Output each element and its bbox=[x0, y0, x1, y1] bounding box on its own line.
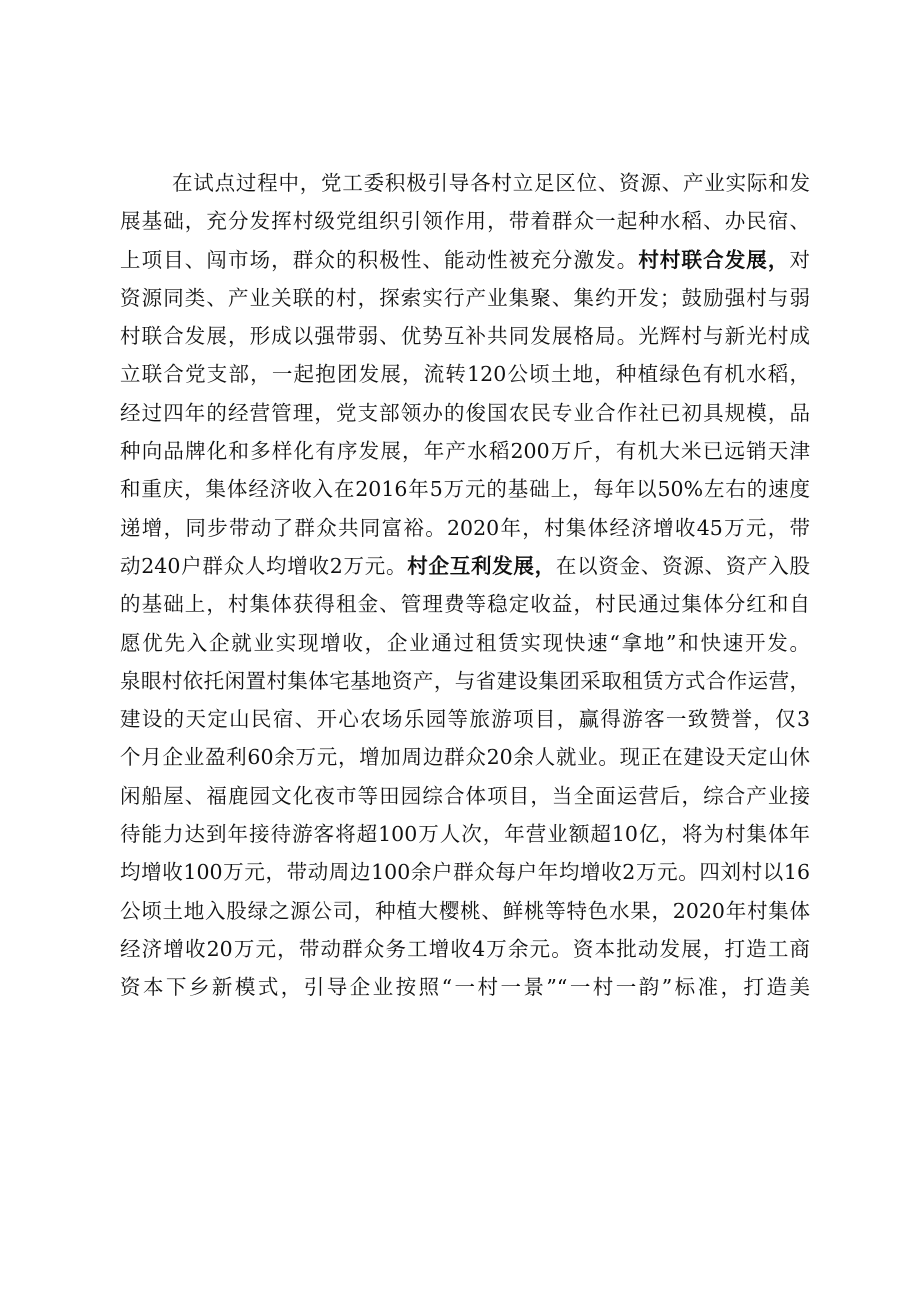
paragraph-line bbox=[120, 547, 810, 585]
line-text: 在以资金、资源、资产入股 bbox=[555, 553, 811, 578]
paragraph-line: 泉眼村依托闲置村集体宅基地资产，与省建设集团采取租赁方式合作运营， bbox=[120, 668, 810, 693]
paragraph-line: 经济增收20万元，带动群众务工增收4万余元。资本批动发展，打造工商 bbox=[120, 936, 810, 961]
paragraph-line: 资本下乡新模式，引导企业按照“一村一景”“一村一韵”标准，打造美 bbox=[120, 975, 810, 1000]
bold-heading-village-enterprise: 村企互利发展， bbox=[407, 553, 556, 578]
line-text: 对 bbox=[789, 247, 811, 272]
paragraph-line: 的基础上，村集体获得租金、管理费等稳定收益，村民通过集体分红和自 bbox=[120, 592, 810, 617]
paragraph-line: 待能力达到年接待游客将超100万人次，年营业额超10亿，将为村集体年 bbox=[120, 822, 810, 847]
paragraph-line: 递增，同步带动了群众共同富裕。2020年，村集体经济增收45万元，带 bbox=[120, 515, 810, 540]
paragraph-line: 和重庆，集体经济收入在2016年5万元的基础上，每年以50%左右的速度 bbox=[120, 477, 810, 502]
paragraph-line: 公顷土地入股绿之源公司，种植大樱桃、鲜桃等特色水果，2020年村集体 bbox=[120, 898, 810, 923]
paragraph-line: 立联合党支部，一起抱团发展，流转120公顷土地，种植绿色有机水稻， bbox=[120, 362, 810, 387]
paragraph-line: 均增收100万元，带动周边100余户群众每户年均增收2万元。四刘村以16 bbox=[120, 860, 810, 885]
paragraph-line: 经过四年的经营管理，党支部领办的俊国农民专业合作社已初具规模，品 bbox=[120, 400, 810, 425]
paragraph-line: 资源同类、产业关联的村，探索实行产业集聚、集约开发；鼓励强村与弱 bbox=[120, 285, 810, 310]
paragraph-line: 闲船屋、福鹿园文化夜市等田园综合体项目，当全面运营后，综合产业接 bbox=[120, 783, 810, 808]
paragraph-line: 展基础，充分发挥村级党组织引领作用，带着群众一起种水稻、办民宿、 bbox=[120, 209, 810, 234]
bold-heading-village-cooperation: 村村联合发展， bbox=[638, 247, 790, 272]
paragraph-line: 建设的天定山民宿、开心农场乐园等旅游项目，赢得游客一致赞誉，仅3 bbox=[120, 707, 810, 732]
paragraph-line: 愿优先入企就业实现增收，企业通过租赁实现快速“拿地”和快速开发。 bbox=[120, 630, 810, 655]
paragraph-line bbox=[120, 241, 810, 279]
paragraph-line: 村联合发展，形成以强带弱、优势互补共同发展格局。光辉村与新光村成 bbox=[120, 324, 810, 349]
paragraph-line: 种向品牌化和多样化有序发展，年产水稻200万斤，有机大米已远销天津 bbox=[120, 439, 810, 464]
body-paragraph bbox=[120, 164, 810, 1007]
paragraph-line: 个月企业盈利60余万元，增加周边群众20余人就业。现正在建设天定山休 bbox=[120, 745, 810, 770]
line-text: 上项目、闯市场，群众的积极性、能动性被充分激发。 bbox=[120, 247, 639, 272]
line-text: 动240户群众人均增收2万元。 bbox=[120, 553, 408, 578]
paragraph-line: 在试点过程中，党工委积极引导各村立足区位、资源、产业实际和发 bbox=[172, 171, 810, 195]
